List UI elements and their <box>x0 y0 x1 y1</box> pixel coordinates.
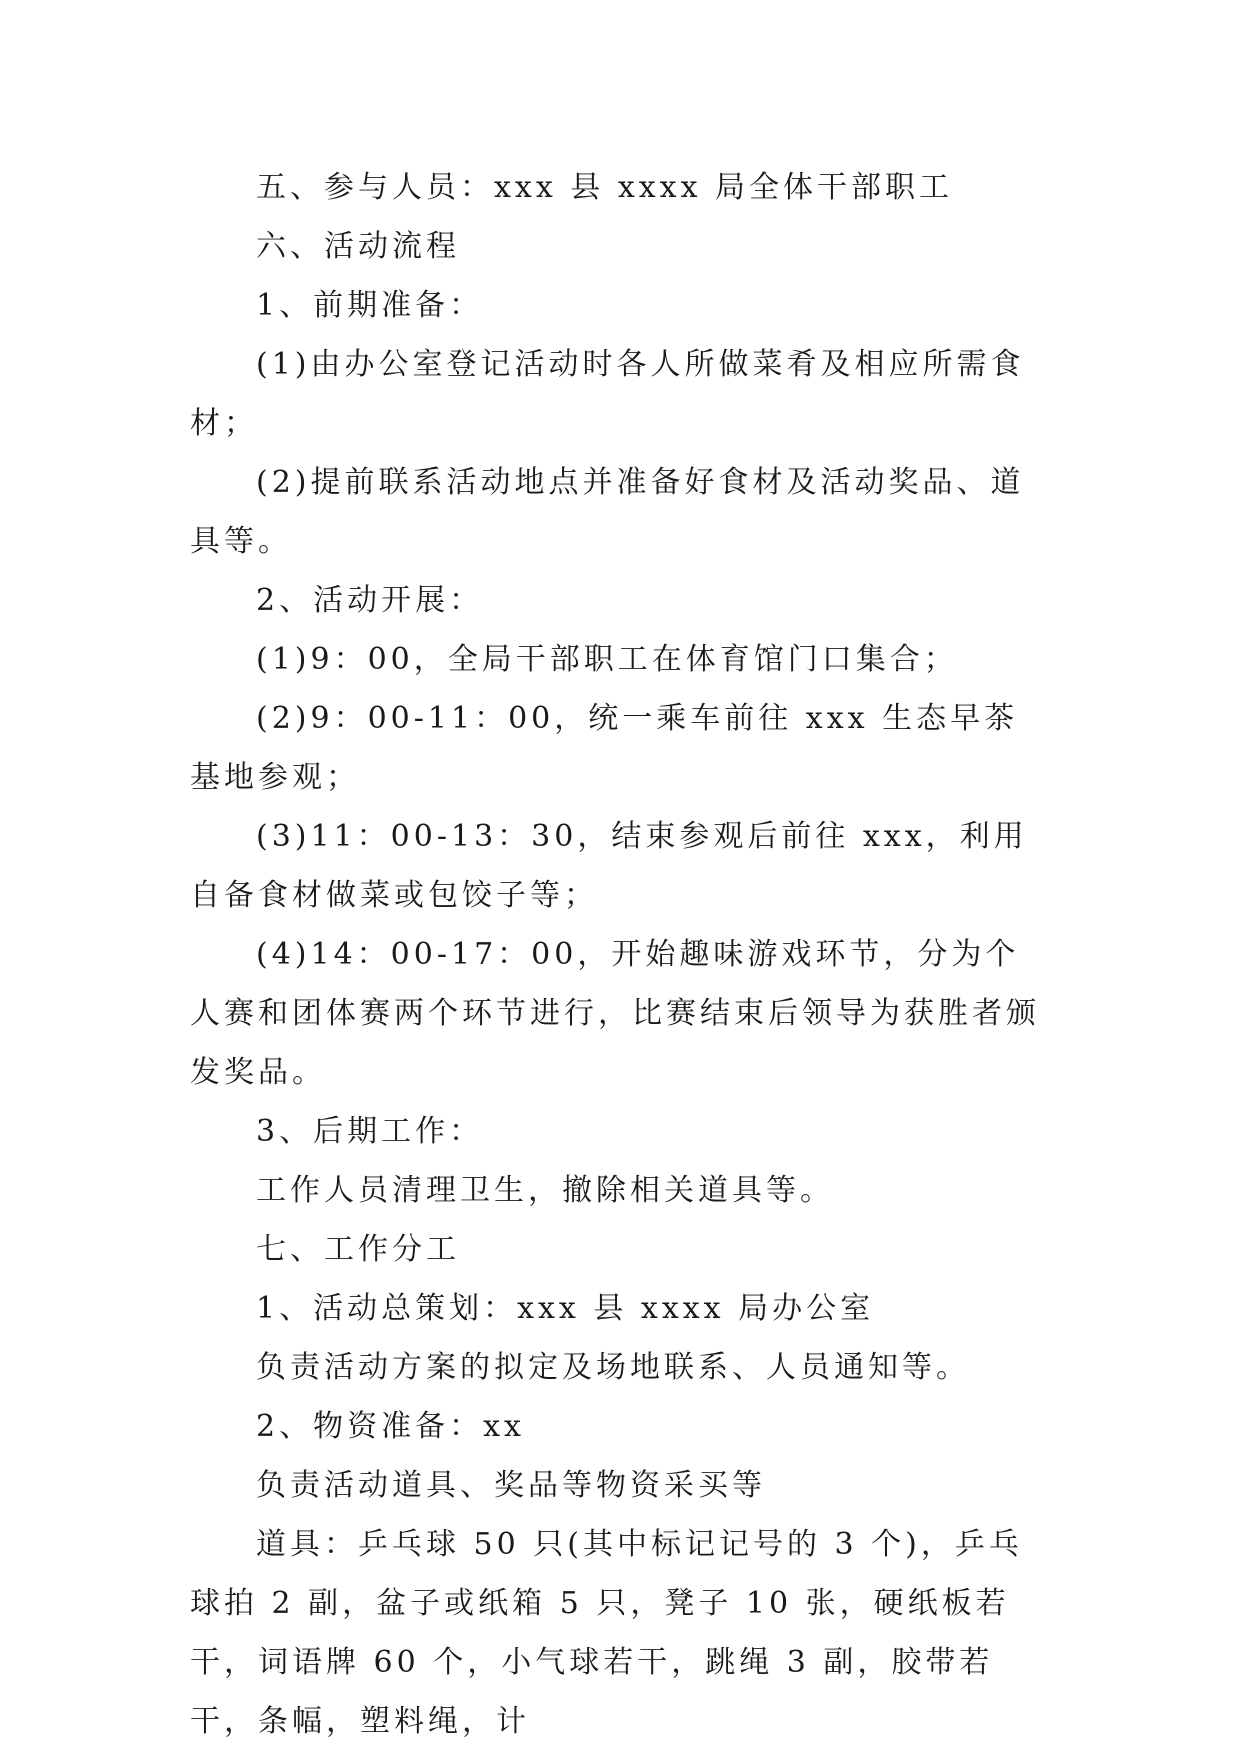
subheading-activity: 2、活动开展： <box>256 583 484 618</box>
paragraph-props: 道具：乒乓球 50 只(其中标记记号的 3 个)，乒乓球拍 2 副，盆子或纸箱 5 只，凳子 10 张，硬纸板若干，词语牌 60 个，小气球若干，跳绳 3 副，胶带若干，条幅，塑料绳，计 <box>190 1527 1023 1739</box>
document-body <box>190 158 1050 1751</box>
list-item-prep-2: (2)提前联系活动地点并准备好食材及活动奖品、道具等。 <box>190 465 1025 559</box>
section-heading-participants: 五、参与人员：xxx 县 xxxx 局全体干部职工 <box>256 170 954 205</box>
subheading-post-work: 3、后期工作： <box>256 1114 484 1149</box>
subheading-preparation: 1、前期准备： <box>256 288 484 323</box>
list-item-prep-1: (1)由办公室登记活动时各人所做菜肴及相应所需食材； <box>190 347 1025 441</box>
section-heading-activity-flow: 六、活动流程 <box>256 229 460 264</box>
paragraph-supplies: 负责活动道具、奖品等物资采买等 <box>256 1468 766 1503</box>
paragraph-planning: 负责活动方案的拟定及场地联系、人员通知等。 <box>256 1350 970 1385</box>
subheading-planning: 1、活动总策划：xxx 县 xxxx 局办公室 <box>256 1291 875 1326</box>
subheading-supplies: 2、物资准备：xx <box>256 1409 525 1444</box>
paragraph-post-work: 工作人员清理卫生，撤除相关道具等。 <box>256 1173 834 1208</box>
section-heading-division: 七、工作分工 <box>256 1232 460 1267</box>
list-item-activity-3: (3)11：00-13：30，结束参观后前往 xxx，利用自备食材做菜或包饺子等； <box>190 819 1028 913</box>
list-item-activity-4: (4)14：00-17：00，开始趣味游戏环节，分为个人赛和团体赛两个环节进行，比赛结束后领导为获胜者颁发奖品。 <box>190 937 1040 1090</box>
list-item-activity-1: (1)9：00，全局干部职工在体育馆门口集合； <box>256 642 958 677</box>
list-item-activity-2: (2)9：00-11：00，统一乘车前往 xxx 生态早茶基地参观； <box>190 701 1019 795</box>
